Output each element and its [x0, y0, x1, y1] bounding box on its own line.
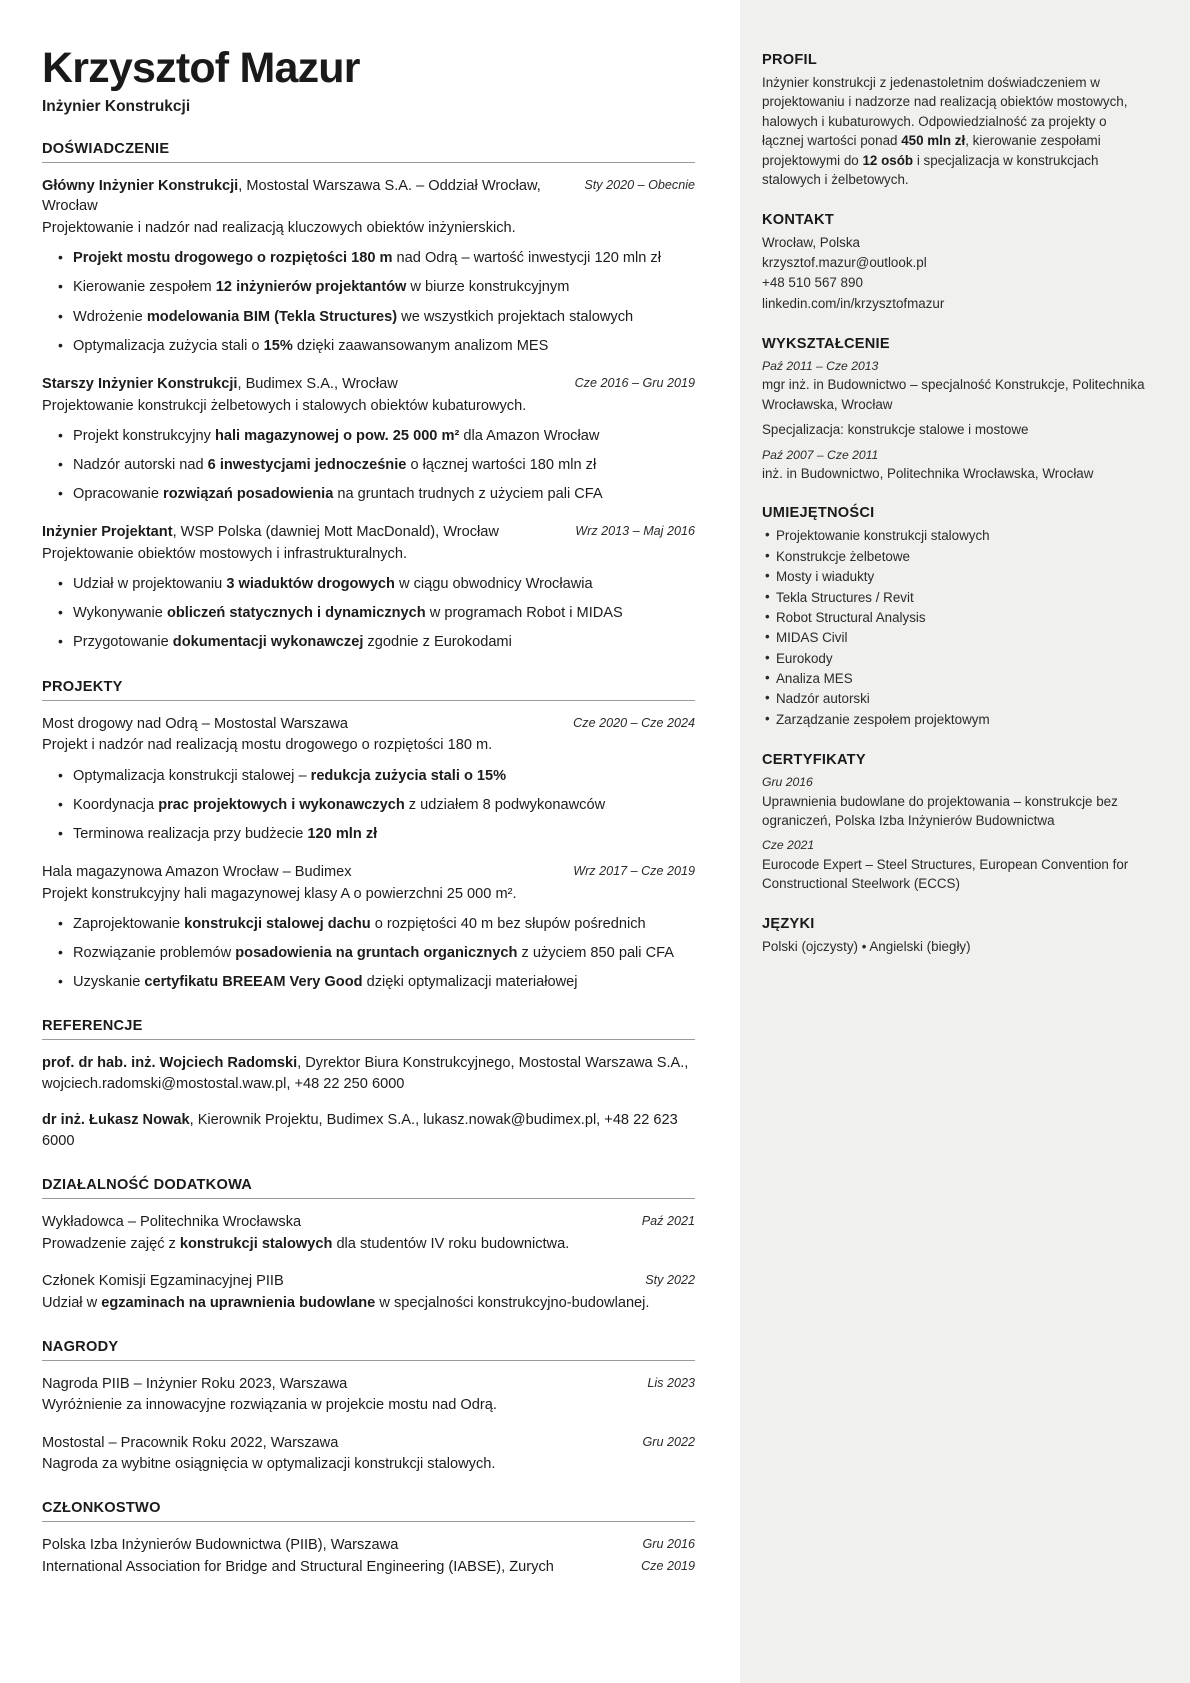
bullet-bold: prac projektowych i wykonawczych [158, 796, 405, 813]
bullet-text: Rozwiązanie problemów [73, 945, 236, 961]
entry-role: Starszy Inżynier Konstrukcji [42, 375, 238, 392]
section-membership [42, 1500, 695, 1577]
entry-description: Nagroda za wybitne osiągnięcia w optymalizacji konstrukcji stalowych. [42, 1456, 496, 1473]
bullet-text: Terminowa realizacja przy budżecie [73, 825, 308, 842]
section-heading-experience: DOŚWIADCZENIE [42, 140, 170, 157]
skills-list [762, 526, 1146, 730]
section-heading-projects: PROJEKTY [42, 678, 123, 695]
entry-bullet-list [42, 426, 695, 505]
bullet-bold: hali magazynowej o pow. 25 000 m² [214, 427, 460, 444]
bullet-item [73, 336, 695, 357]
education-degree: mgr inż. in Budownictwo – specjalność Konstrukcje, Politechnika Wrocławska, Wrocław [762, 377, 1145, 412]
bullet-item [73, 307, 695, 328]
sidebar-heading-skills: UMIEJĘTNOŚCI [762, 505, 875, 522]
entry-company: , Budimex S.A., Wrocław [237, 375, 398, 392]
bullet-text: Uzyskanie [73, 974, 145, 991]
entry-date: Cze 2019 [641, 1559, 695, 1574]
entry-date: Cze 2020 – Cze 2024 [573, 715, 695, 730]
reference-name: dr inż. Łukasz Nowak [42, 1111, 190, 1128]
sidebar-section-education [762, 336, 1146, 483]
entry-header [42, 1374, 695, 1395]
entry-header [42, 522, 695, 543]
bullet-text: dzięki optymalizacji materiałowej [362, 974, 578, 991]
bullet-text: Nadzór autorski nad [73, 456, 208, 473]
section-heading-references: REFERENCJE [42, 1018, 143, 1035]
bullet-text: zgodnie z Eurokodami [363, 634, 512, 651]
entry-title: International Association for Bridge and Structural Engineering (IABSE), Zurych [42, 1559, 554, 1576]
section-divider [42, 700, 695, 701]
description-text: Udział w [42, 1294, 102, 1311]
entry-date: Gru 2016 [642, 1537, 695, 1552]
bullet-text: w ciągu obwodnicy Wrocławia [394, 576, 593, 593]
entry-header [42, 714, 695, 735]
bullet-text: Przygotowanie [73, 634, 173, 651]
certificate-date: Cze 2021 [762, 838, 815, 853]
section-references [42, 1018, 695, 1152]
section-divider [42, 1360, 695, 1361]
skill-item: • Robot Structural Analysis [776, 608, 1146, 628]
entry-header [42, 1212, 695, 1233]
entry-summary: Projektowanie konstrukcji żelbetowych i stalowych obiektów kubaturowych. [42, 397, 527, 414]
certificate-date: Gru 2016 [762, 775, 813, 790]
entry-date: Wrz 2017 – Cze 2019 [573, 863, 695, 878]
sidebar-section-languages [762, 916, 1146, 957]
entry-date: Gru 2022 [642, 1434, 695, 1449]
entry-title: Hala magazynowa Amazon Wrocław – Budimex [42, 863, 352, 880]
entry-description [42, 1293, 695, 1314]
entry-role: Inżynier Projektant [42, 524, 173, 541]
education-date: Paź 2011 – Cze 2013 [762, 359, 879, 374]
entry-summary: Projektowanie i nadzór nad realizacją kluczowych obiektów inżynierskich. [42, 220, 516, 237]
reference-item [42, 1053, 695, 1095]
entry-date: Sty 2020 – Obecnie [584, 177, 695, 192]
sidebar-heading-education: WYKSZTAŁCENIE [762, 336, 890, 353]
experience-entry [42, 522, 695, 653]
bullet-bold: posadowienia na gruntach organicznych [235, 945, 518, 961]
entry-title: Most drogowy nad Odrą – Mostostal Warszawa [42, 715, 349, 732]
section-divider [42, 1198, 695, 1199]
section-divider [42, 162, 695, 163]
bullet-bold: certyfikatu BREEAM Very Good [144, 974, 363, 991]
bullet-text: Opracowanie [73, 486, 164, 503]
bullet-text: Wykonywanie [73, 605, 167, 622]
entry-header [42, 1535, 695, 1556]
entry-title: Polska Izba Inżynierów Budownictwa (PIIB), Warszawa [42, 1537, 399, 1554]
candidate-name: Krzysztof Mazur [42, 44, 360, 92]
bullet-bold: 12 inżynierów projektantów [215, 279, 407, 296]
entry-bullet-list [42, 248, 695, 357]
entry-title [42, 374, 561, 395]
certificate-body: Uprawnienia budowlane do projektowania – konstrukcje bez ograniczeń, Polska Izba Inżynierów Budownictwa [762, 793, 1118, 828]
bullet-bold: 15% [263, 337, 293, 354]
entry-company: , Mostostal Warszawa S.A. – Oddział Wrocław, Wrocław [42, 177, 541, 215]
skill-item: • Eurokody [776, 649, 1146, 669]
bullet-bold: modelowania BIM (Tekla Structures) [146, 308, 398, 325]
description-text: dla studentów IV roku budownictwa. [332, 1235, 570, 1252]
contact-linkedin[interactable]: linkedin.com/in/krzysztofmazur [762, 295, 945, 311]
bullet-bold: 6 inwestycjami jednocześnie [207, 456, 407, 473]
bullet-text: dzięki zaawansowanym analizom MES [292, 337, 549, 354]
entry-role: Główny Inżynier Konstrukcji [42, 177, 239, 194]
candidate-job-title: Inżynier Konstrukcji [42, 97, 191, 115]
entry-title [42, 176, 570, 217]
bullet-text: Projekt konstrukcyjny [73, 427, 215, 444]
experience-entry [42, 374, 695, 505]
bullet-bold: 3 wiaduktów drogowych [226, 576, 395, 593]
section-awards [42, 1339, 695, 1476]
contact-location: Wrocław, Polska [762, 234, 860, 250]
entry-header [42, 1433, 695, 1454]
bullet-item [73, 943, 695, 964]
section-heading-membership: CZŁONKOSTWO [42, 1500, 161, 1517]
bullet-bold: Projekt mostu drogowego o rozpiętości 180 m [73, 250, 393, 267]
profile-text: Inżynier konstrukcji z jedenastoletnim doświadczeniem w projektowaniu i nadzorze nad realizacją obiektów mostowych, halowych i kubaturowych. Odpowiedzialność za projekty o łącznej wartości ponad [762, 75, 1128, 149]
entry-title: Członek Komisji Egzaminacyjnej PIIB [42, 1272, 284, 1289]
reference-item [42, 1110, 695, 1152]
sidebar-heading-contact: KONTAKT [762, 211, 835, 228]
bullet-item [73, 824, 695, 845]
section-heading-awards: NAGRODY [42, 1338, 119, 1355]
entry-header [42, 862, 695, 883]
education-date: Paź 2007 – Cze 2011 [762, 447, 879, 462]
sidebar-section-contact [762, 212, 1146, 315]
bullet-item [73, 632, 695, 653]
bullet-text: Optymalizacja zużycia stali o [73, 337, 264, 354]
contact-email[interactable]: krzysztof.mazur@outlook.pl [762, 255, 927, 270]
entry-header [42, 374, 695, 395]
skill-item: • MIDAS Civil [776, 628, 1146, 648]
experience-entry [42, 176, 695, 357]
entry-title: Mostostal – Pracownik Roku 2022, Warszawa [42, 1434, 339, 1451]
bullet-text: nad Odrą – wartość inwestycji 120 mln zł [392, 250, 661, 267]
bullet-text: we wszystkich projektach stalowych [397, 308, 634, 325]
entry-summary: Projekt konstrukcyjny hali magazynowej klasy A o powierzchni 25 000 m². [42, 885, 517, 902]
entry-description [42, 1234, 695, 1255]
bullet-bold: dokumentacji wykonawczej [172, 634, 364, 651]
description-bold: konstrukcji stalowych [179, 1235, 333, 1252]
bullet-item [73, 455, 695, 476]
bullet-text: dla Amazon Wrocław [459, 427, 600, 444]
bullet-text: z udziałem 8 podwykonawców [404, 796, 606, 813]
bullet-text: Koordynacja [73, 796, 159, 813]
bullet-item [73, 972, 695, 993]
skill-item: • Analiza MES [776, 669, 1146, 689]
reference-details: , Kierownik Projektu, Budimex S.A., lukasz.nowak@budimex.pl, +48 22 623 6000 [42, 1111, 678, 1149]
bullet-bold: rozwiązań posadowienia [163, 486, 334, 503]
sidebar-section-certificates [762, 752, 1146, 893]
bullet-item [73, 426, 695, 447]
bullet-item [73, 484, 695, 505]
entry-date: Paź 2021 [641, 1213, 695, 1228]
membership-entry [42, 1535, 695, 1556]
bullet-item [73, 914, 695, 935]
profile-text: i specjalizacja w konstrukcjach stalowych i żelbetowych. [762, 152, 1099, 188]
education-degree: inż. in Budownictwo, Politechnika Wrocławska, Wrocław [762, 466, 1094, 482]
skill-item: • Tekla Structures / Revit [776, 588, 1146, 608]
bullet-text: Wdrożenie [73, 308, 147, 325]
bullet-text: w programach Robot i MIDAS [425, 605, 623, 622]
entry-date: Wrz 2013 – Maj 2016 [575, 524, 695, 539]
bullet-item [73, 277, 695, 298]
bullet-bold: obliczeń statycznych i dynamicznych [166, 605, 426, 622]
profile-text: , kierowanie zespołami projektowymi do [762, 133, 1101, 168]
section-divider [42, 1521, 695, 1522]
bullet-item [73, 795, 695, 816]
entry-header [42, 176, 695, 217]
section-projects [42, 679, 695, 994]
reference-details: , Dyrektor Biura Konstrukcyjnego, Mostostal Warszawa S.A., wojciech.radomski@mostostal.waw.pl, +48 22 250 6000 [42, 1055, 689, 1093]
bullet-text: o rozpiętości 40 m bez słupów pośrednich [370, 915, 646, 932]
entry-title: Wykładowca – Politechnika Wrocławska [42, 1213, 302, 1230]
section-extra-activity [42, 1177, 695, 1314]
entry-description: Wyróżnienie za innowacyjne rozwiązania w projekcie mostu nad Odrą. [42, 1397, 497, 1414]
bullet-item [73, 766, 695, 787]
sidebar-section-profile [762, 52, 1146, 190]
entry-title: Nagroda PIIB – Inżynier Roku 2023, Warszawa [42, 1375, 348, 1392]
section-heading-extra-activity: DZIAŁALNOŚĆ DODATKOWA [42, 1176, 253, 1193]
bullet-item [73, 248, 695, 269]
bullet-text: Optymalizacja konstrukcji stalowej – [73, 767, 311, 784]
sidebar-heading-profile: PROFIL [762, 52, 818, 68]
project-entry [42, 714, 695, 845]
bullet-bold: redukcja zużycia stali o 15% [310, 767, 507, 784]
section-experience [42, 141, 695, 654]
project-entry [42, 862, 695, 993]
sidebar-heading-certificates: CERTYFIKATY [762, 752, 866, 769]
profile-paragraph [762, 73, 1146, 190]
entry-date: Lis 2023 [647, 1375, 695, 1390]
bullet-text: Udział w projektowaniu [73, 576, 227, 593]
description-text: w specjalności konstrukcyjno-budowlanej. [375, 1294, 650, 1311]
entry-date: Cze 2016 – Gru 2019 [574, 375, 695, 390]
entry-company: , WSP Polska (dawniej Mott MacDonald), Wrocław [172, 524, 499, 541]
section-divider [42, 1039, 695, 1040]
sidebar-column [740, 0, 1190, 1683]
activity-entry [42, 1271, 695, 1314]
education-note: Specjalizacja: konstrukcje stalowe i mostowe [762, 422, 1029, 438]
skill-item: • Nadzór autorski [776, 689, 1146, 709]
skill-item: • Mosty i wiadukty [776, 567, 1146, 587]
bullet-bold: 120 mln zł [307, 825, 378, 842]
skill-item: • Projektowanie konstrukcji stalowych [776, 526, 1146, 546]
skill-item: • Zarządzanie zespołem projektowym [776, 710, 1146, 730]
entry-date: Sty 2022 [645, 1272, 695, 1287]
description-text: Prowadzenie zajęć z [42, 1235, 180, 1252]
contact-phone[interactable]: +48 510 567 890 [762, 275, 863, 291]
languages-value: Polski (ojczysty) • Angielski (biegły) [762, 938, 971, 954]
description-bold: egzaminach na uprawnienia budowlane [101, 1294, 376, 1311]
membership-entry [42, 1557, 695, 1578]
bullet-bold: konstrukcji stalowej dachu [184, 915, 371, 932]
entry-header [42, 1271, 695, 1292]
entry-header [42, 1557, 695, 1578]
bullet-item [73, 574, 695, 595]
sidebar-section-skills [762, 505, 1146, 730]
bullet-text: z użyciem 850 pali CFA [517, 945, 674, 961]
award-entry [42, 1374, 695, 1417]
award-entry [42, 1433, 695, 1476]
bullet-text: Zaprojektowanie [73, 915, 185, 932]
bullet-text: na gruntach trudnych z użyciem pali CFA [333, 486, 603, 503]
entry-summary: Projekt i nadzór nad realizacją mostu drogowego o rozpiętości 180 m. [42, 737, 493, 754]
entry-bullet-list [42, 766, 695, 845]
entry-title [42, 522, 561, 543]
activity-entry [42, 1212, 695, 1255]
sidebar-heading-languages: JĘZYKI [762, 915, 815, 932]
bullet-text: o łącznej wartości 180 mln zł [406, 456, 597, 473]
entry-bullet-list [42, 914, 695, 993]
bullet-text: w biurze konstrukcyjnym [406, 279, 570, 296]
reference-name: prof. dr hab. inż. Wojciech Radomski [42, 1055, 298, 1072]
certificate-body: Eurocode Expert – Steel Structures, European Convention for Constructional Steelwork (ECCS) [762, 856, 1129, 892]
entry-summary: Projektowanie obiektów mostowych i infrastrukturalnych. [42, 546, 408, 562]
profile-bold: 450 mln zł [901, 133, 966, 149]
entry-bullet-list [42, 574, 695, 653]
profile-bold: 12 osób [862, 152, 914, 168]
bullet-text: Kierowanie zespołem [73, 279, 216, 296]
bullet-item [73, 603, 695, 624]
skill-item: • Konstrukcje żelbetowe [776, 547, 1146, 567]
